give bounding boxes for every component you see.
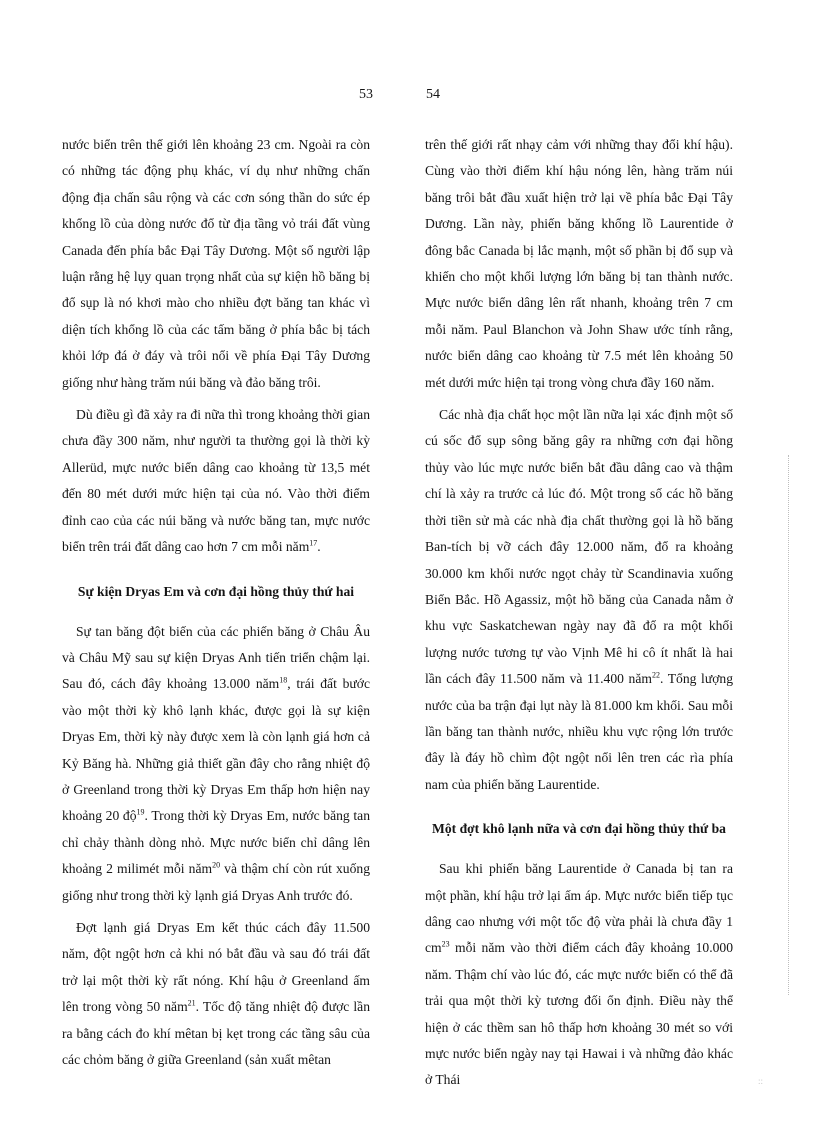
page-number-right: 54	[426, 87, 440, 102]
right-column	[425, 132, 733, 1100]
text-run: mỗi năm vào thời điểm cách đây khoảng 10.000 năm. Thậm chí vào lúc đó, các mực nước biển có thể đã trải qua một thời kỳ tương đối ổn định. Điều này thể hiện ở các thềm san hô thấp hơn khoảng 30 mét so với mực nước biển ngày nay tại Hawai i và những đảo khác ở Thái	[425, 940, 733, 1088]
paragraph	[425, 402, 733, 798]
section-heading: Sự kiện Dryas Em và cơn đại hồng thủy thứ hai	[77, 583, 355, 599]
text-run: . Tốc độ tăng nhiệt độ được lần ra bằng cách đo khí mêtan bị kẹt trong các tầng sâu của các chỏm băng ở giữa Greenland (sản xuất mêtan	[62, 999, 370, 1067]
paragraph	[425, 856, 733, 1094]
paragraph	[62, 619, 370, 909]
text-run: .	[317, 539, 321, 555]
text-run: Dù điều gì đã xảy ra đi nữa thì trong khoảng thời gian chưa đầy 300 năm, như người ta thường gọi là thời kỳ Allerüd, mực nước biển dâng cao khoảng từ 13,5 mét đến 80 mét dưới mức hiện tại của nó. Vào thời điểm đỉnh cao của các núi băng và nước băng tan, mực nước biển trên trái đất dâng cao hơn 7 cm mỗi năm	[62, 407, 370, 555]
footnote-ref[interactable]: 23	[441, 939, 450, 949]
footnote-ref[interactable]: 19	[136, 807, 145, 817]
text-run: . Trong thời kỳ Dryas Em, nước băng tan chỉ chảy thành dòng nhỏ. Mực nước biển chỉ dâng lên khoảng 2 milimét mỗi năm	[62, 808, 370, 877]
paragraph	[62, 915, 370, 1073]
footnote-ref[interactable]: 18	[279, 675, 288, 685]
text-run: Sự tan băng đột biến của các phiến băng ở Châu Âu và Châu Mỹ sau sự kiện Dryas Anh tiến triển chậm lại. Sau đó, cách đây khoảng 13.000 năm	[62, 623, 370, 692]
text-run: và thậm chí còn rút xuống giống như trong thời kỳ lạnh giá Dryas Anh trước đó.	[62, 861, 370, 903]
text-run: , trái đất bước vào một thời kỳ khô lạnh khác, được gọi là sự kiện Dryas Em, thời kỳ này được xem là còn lạnh giá hơn cả Kỷ Băng hà. Những giả thiết gần đây cho rằng nhiệt độ ở Greenland trong thời kỳ Dryas Em thấp hơn hiện nay khoảng 20 độ	[62, 676, 370, 824]
paragraph: nước biển trên thế giới lên khoảng 23 cm. Ngoài ra còn có những tác động phụ khác, ví dụ như những chấn động địa chấn sâu rộng và các cơn sóng thần do sức ép khổng lồ của dòng nước đổ từ địa tầng vỏ trái đất vùng Canada đến phía bắc Đại Tây Dương. Một số người lập luận rằng hệ lụy quan trọng nhất của sự kiện hồ băng bị đổ sụp là nó khơi mào cho nhiều đợt băng tan khác vì diện tích khổng lồ của các tấm băng ở phía bắc bị tách khỏi lớp đá ở đáy và trôi nổi về phía Đại Tây Dương giống như hàng trăm núi băng và đảo băng trôi.	[62, 137, 370, 390]
footnote-ref[interactable]: 20	[212, 860, 221, 870]
footnote-ref[interactable]: 22	[651, 670, 660, 680]
footnote-ref[interactable]: 21	[187, 998, 196, 1008]
text-run: Đợt lạnh giá Dryas Em kết thúc cách đây 11.500 năm, đột ngột hơn cả khi nó bắt đầu và sau đó trái đất trở lại một thời kỳ rất nóng. Khí hậu ở Greenland ấm lên trong vòng 50 năm	[62, 919, 370, 1015]
scan-mark: ::	[758, 1076, 764, 1086]
text-run: Sau khi phiến băng Laurentide ở Canada bị tan ra một phần, khí hậu trở lại ấm áp. Mực nước biển tiếp tục dâng cao nhưng với một tốc độ vừa phải là chưa đầy 1 cm	[425, 861, 733, 956]
page-number-left: 53	[359, 87, 373, 102]
footnote-ref[interactable]: 17	[309, 538, 318, 548]
paragraph: trên thế giới rất nhạy cảm với những thay đổi khí hậu). Cùng vào thời điểm khí hậu nóng lên, hàng trăm núi băng trôi bắt đầu xuất hiện trở lại về phía bắc Đại Tây Dương. Lần này, phiến băng khổng lồ Laurentide ở đông bắc Canada bị lắc mạnh, một số phần bị đổ sụp và khiến cho một khối lượng lớn băng bị tan thành nước. Mực nước biển dâng lên rất nhanh, khoảng trên 7 cm mỗi năm. Paul Blanchon và John Shaw ước tính rằng, nước biển dâng cao khoảng từ 7.5 mét lên khoảng 50 mét dưới mức hiện tại trong vòng chưa đầy 160 năm.	[425, 137, 733, 390]
text-run: . Tổng lượng nước của ba trận đại lụt này là 81.000 km khối. Sau mỗi lần băng tan thành nước, nhiều khu vực rộng lớn trước đây là đáy hồ chìm đột ngột nổi lên tren các rìa phía nam của phiến băng Laurentide.	[425, 671, 733, 792]
text-run: Các nhà địa chất học một lần nữa lại xác định một số cú sốc đổ sụp sông băng gây ra những cơn đại hồng thủy vào lúc mực nước biển bắt đầu dâng cao và thậm chí là xảy ra trước cả lúc đó. Một trong số các hồ băng thời tiền sử mà các nhà địa chất thường gọi là hồ băng Ban-tích bị vỡ cách đây 12.000 năm, đổ ra khoảng 30.000 km khối nước ngọt chảy từ Scandinavia xuống Biển Bắc. Hồ Agassiz, một hồ băng của Canada nằm ở khu vực Saskatchewan ngày nay đã đổ ra một khối lượng nước tương tự vào Vịnh Mê hi cô ít nhất là hai lần cách đây 11.500 năm và 11.400 năm	[425, 407, 733, 687]
section-heading: Một đợt khô lạnh nữa và cơn đại hồng thủy thứ ba	[432, 821, 726, 837]
page-edge-line	[788, 455, 789, 995]
left-column	[62, 132, 370, 1079]
paragraph	[62, 402, 370, 560]
